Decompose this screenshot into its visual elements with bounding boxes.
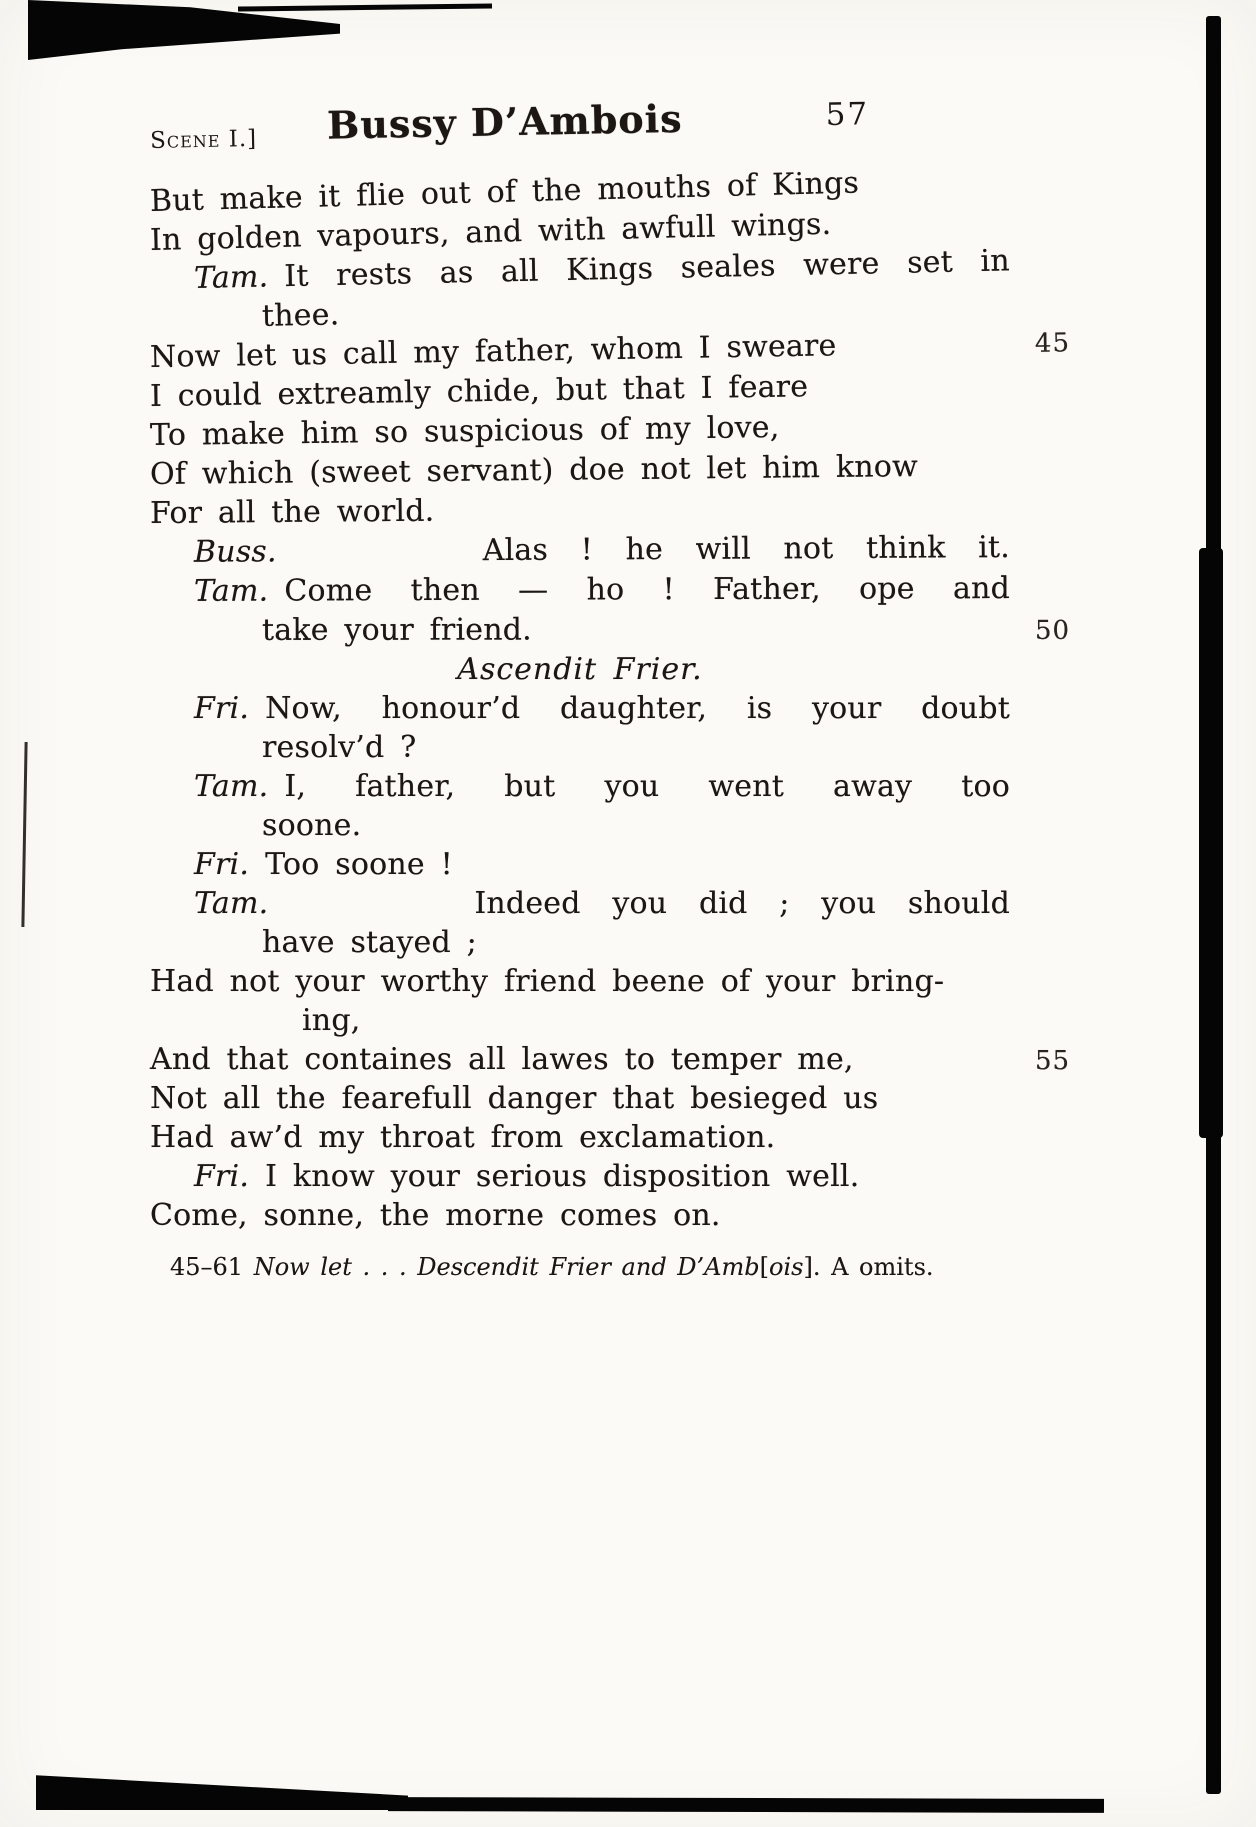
speaker-label: Buss. (193, 534, 277, 570)
line-text: And that containes all lawes to temper me, (150, 1042, 854, 1077)
line-text: I know your serious disposition well. (265, 1159, 860, 1194)
text-line (150, 1040, 1071, 1079)
line-text: Come then — ho ! Father, ope and (284, 570, 1011, 609)
book-title: Bussy D’Ambois (326, 95, 683, 148)
running-header (149, 89, 1010, 167)
text-line (150, 806, 1010, 845)
speaker-label: Tam. (194, 886, 269, 921)
text-line (150, 1079, 1010, 1118)
line-text: Had aw’d my throat from exclamation. (150, 1120, 776, 1155)
text-line (150, 1118, 1010, 1157)
speaker-label: Fri. (194, 847, 250, 882)
scan-bar-right-thick (1199, 548, 1223, 1138)
line-text: But make it flie out of the mouths of Kings (149, 165, 860, 219)
speaker-label: Tam. (193, 259, 269, 297)
text-line (150, 1001, 1010, 1040)
scan-line-left (21, 742, 27, 927)
line-text: thee. (261, 297, 340, 334)
text-line (150, 923, 1010, 962)
text-line (150, 610, 1071, 650)
line-text: In golden vapours, and with awfull wings. (149, 206, 832, 258)
text-line (150, 446, 1010, 494)
text-line (150, 569, 1010, 611)
text-line (150, 962, 1010, 1001)
footnote-segment: ]. A omits. (803, 1253, 934, 1281)
text-line (150, 728, 1010, 767)
speaker-label: Fri. (194, 691, 250, 726)
line-text: Too soone ! (265, 847, 453, 882)
scan-line-top (238, 3, 492, 11)
text-line (150, 689, 1010, 728)
scene-label: Scene I.] (149, 125, 258, 154)
page-number: 57 (825, 96, 870, 134)
line-number: 55 (1035, 1046, 1071, 1076)
line-text: have stayed ; (262, 925, 477, 960)
speaker-label: Fri. (194, 1159, 250, 1194)
stage-direction: Ascendit Frier. (457, 652, 703, 687)
line-number: 45 (1034, 328, 1071, 359)
line-text: To make him so suspicious of my love, (149, 410, 780, 453)
scan-wedge-bottom-left (36, 1750, 408, 1810)
footnote-segment: Now let . . . Descendit Frier and D’Amb (253, 1253, 760, 1281)
line-text: Come, sonne, the morne comes on. (150, 1198, 721, 1233)
footnote-segment: ois (769, 1253, 804, 1281)
text-line (150, 845, 1010, 884)
line-text: I, father, but you went away too (284, 769, 1010, 804)
line-text: Alas ! he will not think it. (482, 530, 1011, 569)
text-line (150, 767, 1010, 806)
line-text: Now let us call my father, whom I sweare (149, 328, 837, 375)
text-line (150, 528, 1010, 572)
line-text: resolv’d ? (262, 730, 417, 765)
line-text: take your friend. (261, 612, 532, 648)
line-text: It rests as all Kings seales were set in (283, 243, 1011, 295)
halfline-spacer (293, 560, 483, 561)
line-text: Of which (sweet servant) doe not let him know (149, 449, 919, 492)
speaker-label: Tam. (194, 769, 269, 804)
line-text: For all the world. (149, 493, 435, 531)
footnote-segment: 45–61 (170, 1253, 254, 1281)
text-line (150, 1196, 1010, 1235)
play-text-block (149, 165, 1071, 1235)
line-text: Indeed you did ; you should (474, 886, 1010, 921)
footnote (170, 1252, 1090, 1282)
line-number: 50 (1034, 615, 1071, 646)
speaker-label: Tam. (193, 573, 269, 609)
line-text: ing, (302, 1003, 361, 1038)
footnote-segment: [ (759, 1253, 770, 1281)
line-text: I could extreamly chide, but that I feare (149, 369, 809, 414)
line-text: soone. (262, 808, 362, 843)
text-line (150, 487, 1010, 533)
text-line (150, 1157, 1010, 1196)
line-text: Not all the fearefull danger that besieged us (150, 1081, 879, 1116)
line-text: Now, honour’d daughter, is your doubt (265, 691, 1010, 726)
line-text: Had not your worthy friend beene of your bring- (150, 964, 945, 999)
scan-bar-bottom (388, 1797, 1104, 1813)
text-line (150, 884, 1010, 923)
